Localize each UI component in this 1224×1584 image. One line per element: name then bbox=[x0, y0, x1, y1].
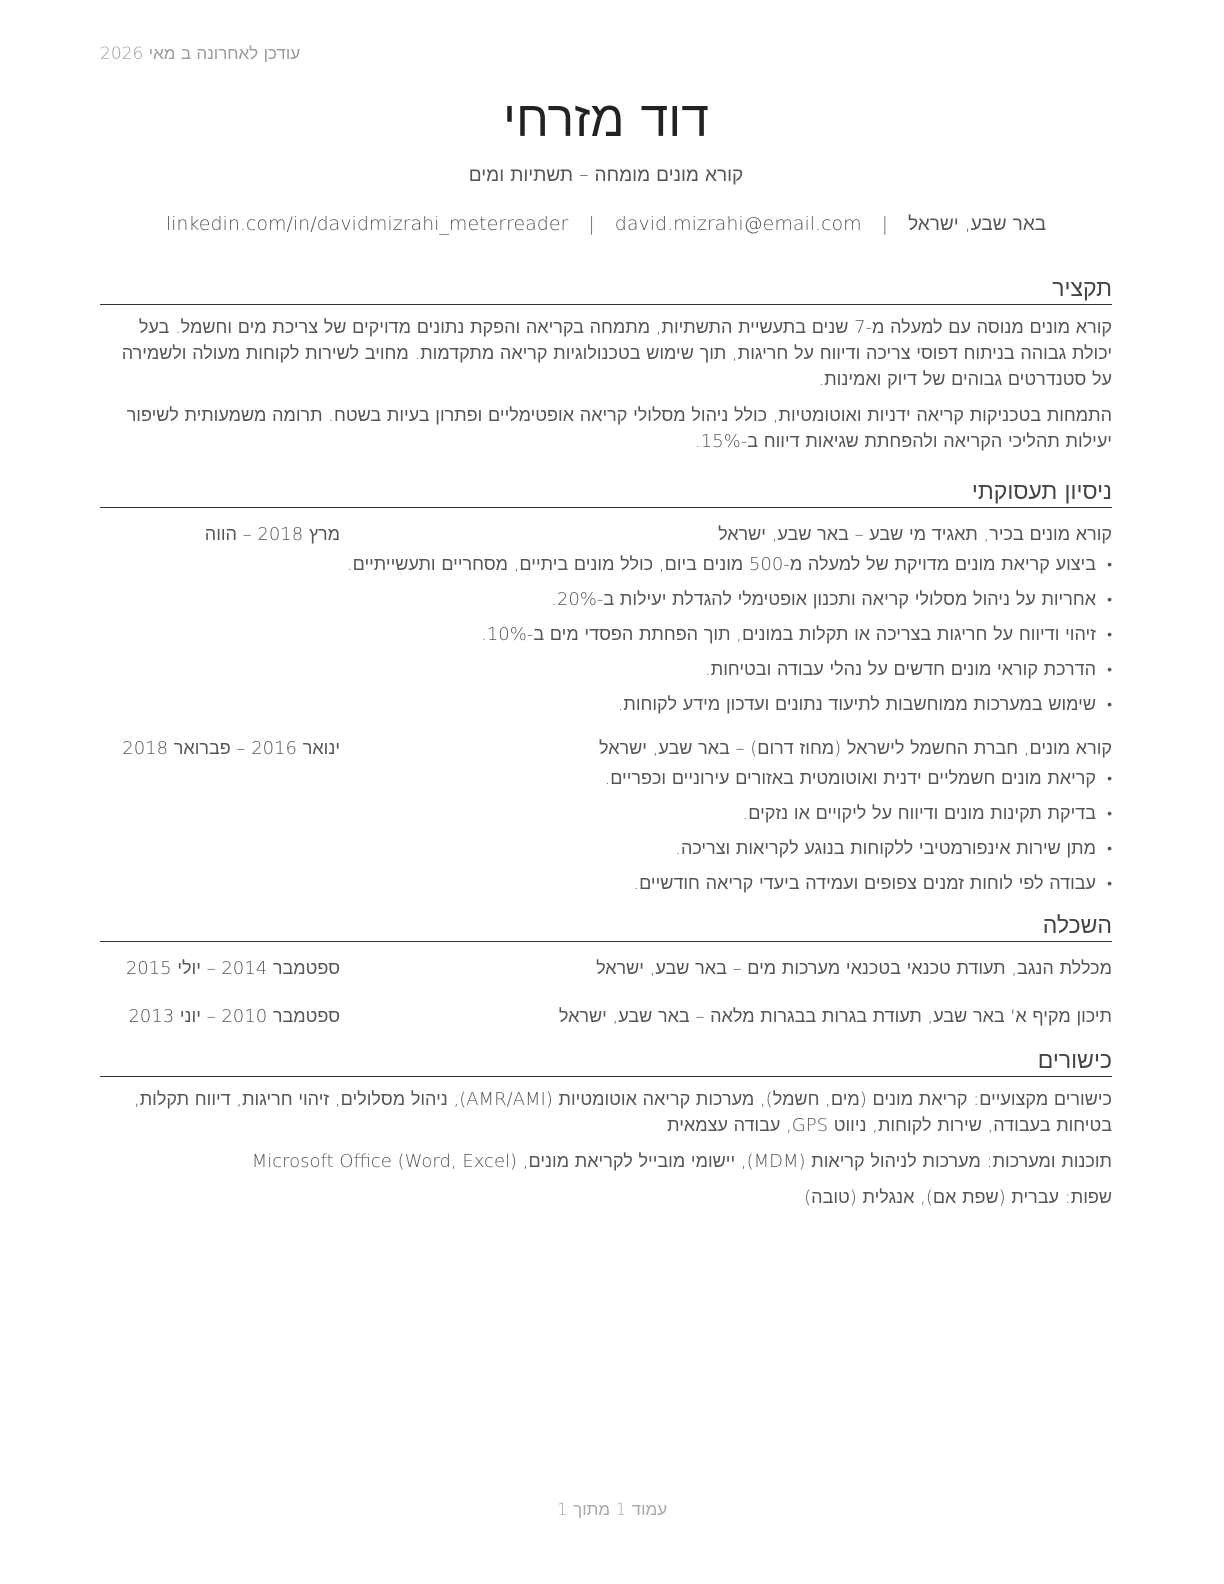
skills-line: תוכנות ומערכות: מערכות לניהול קריאות (MDM), יישומי מובייל לקריאת מונים, Microsoft Office (Word, Excel) bbox=[251, 1151, 1112, 1172]
education-school: מכללת הנגב, תעודת טכנאי בטכנאי מערכות מים – באר שבע, ישראל bbox=[596, 958, 1112, 979]
resume-body bbox=[100, 82, 1112, 1211]
list-item: • בדיקת תקינות מונים ודיווח על ליקויים או נזקים. bbox=[100, 801, 1112, 827]
section-title-experience: ניסיון תעסוקתי bbox=[100, 477, 1112, 508]
education-dates: ספטמבר 2014 – יולי 2015 bbox=[125, 958, 340, 979]
job-role: קורא מונים, חברת החשמל לישראל (מחוז דרום) – באר שבע, ישראל bbox=[599, 738, 1112, 759]
contact-line bbox=[100, 213, 1112, 236]
education-school: תיכון מקיף א' באר שבע, תעודת בגרות בבגרות מלאה – באר שבע, ישראל bbox=[558, 1006, 1112, 1027]
list-item: • עבודה לפי לוחות זמנים צפופים ועמידה ביעדי קריאה חודשיים. bbox=[100, 871, 1112, 897]
job-bullets bbox=[100, 552, 1112, 718]
skills-line: כישורים מקצועיים: קריאת מונים (מים, חשמל), מערכות קריאה אוטומטיות (AMR/AMI), ניהול מסלולים, זיהוי חריגות, דיווח תקלות, בטיחות בעבודה, שירות לקוחות, ניווט GPS, עבודה עצמאית bbox=[134, 1089, 1112, 1136]
job-bullets bbox=[100, 766, 1112, 897]
last-updated-note: עודכן לאחרונה ב מאי 2026 bbox=[100, 44, 301, 64]
skills-line: שפות: עברית (שפת אם), אנגלית (טובה) bbox=[804, 1187, 1112, 1208]
list-item: • הדרכת קוראי מונים חדשים על נהלי עבודה ובטיחות. bbox=[100, 657, 1112, 683]
contact-separator: | bbox=[881, 213, 889, 235]
contact-separator: | bbox=[588, 213, 595, 235]
education-entry bbox=[100, 1004, 1112, 1030]
job-entry bbox=[100, 522, 1112, 718]
page-title: דוד מזרחי bbox=[503, 90, 709, 148]
list-item: • ביצוע קריאת מונים מדויקת של למעלה מ-500 מונים ביום, כולל מונים ביתיים, מסחריים ותעשייתיים. bbox=[100, 552, 1112, 578]
education-entry bbox=[100, 956, 1112, 982]
job-role: קורא מונים בכיר, תאגיד מי שבע – באר שבע, ישראל bbox=[718, 524, 1112, 545]
list-item: • קריאת מונים חשמליים ידנית ואוטומטית באזורים עירוניים וכפריים. bbox=[100, 766, 1112, 792]
summary-paragraph: התמחות בטכניקות קריאה ידניות ואוטומטיות, כולל ניהול מסלולי קריאה אופטימליים ופתרון בעיות בשטח. תרומה משמעותית לשיפור יעילות תהליכי הקריאה ולהפחתת שגיאות דיווח ב-15%. bbox=[126, 405, 1112, 452]
contact-location: באר שבע, ישראל bbox=[908, 213, 1047, 235]
job-dates: מרץ 2018 – הווה bbox=[204, 524, 340, 545]
list-item: • זיהוי ודיווח על חריגות בצריכה או תקלות במונים, תוך הפחתת הפסדי מים ב-10%. bbox=[100, 622, 1112, 648]
summary-paragraph: קורא מונים מנוסה עם למעלה מ-7 שנים בתעשיית התשתיות, מתמחה בקריאה והפקת נתונים מדויקים של צריכת מים וחשמל. בעל יכולת גבוהה בניתוח דפוסי צריכה ודיווח על חריגות, תוך שימוש בטכנולוגיות קריאה מתקדמות. מחויב לשירות לקוחות מעולה ולשמירה על סטנדרטים גבוהים של דיוק ואמינות. bbox=[121, 317, 1112, 390]
section-title-skills: כישורים bbox=[100, 1046, 1112, 1077]
job-subtitle: קורא מונים מומחה – תשתיות ומים bbox=[468, 164, 744, 186]
job-entry bbox=[100, 736, 1112, 897]
job-dates: ינואר 2016 – פברואר 2018 bbox=[122, 738, 340, 759]
contact-linkedin[interactable]: linkedin.com/in/davidmizrahi_meterreader bbox=[165, 213, 569, 235]
contact-email[interactable]: david.mizrahi@email.com bbox=[614, 213, 862, 235]
list-item: • שימוש במערכות ממוחשבות לתיעוד נתונים ועדכון מידע לקוחות. bbox=[100, 692, 1112, 718]
section-title-education: השכלה bbox=[100, 911, 1112, 942]
education-dates: ספטמבר 2010 – יוני 2013 bbox=[128, 1006, 340, 1027]
list-item: • אחריות על ניהול מסלולי קריאה ותכנון אופטימלי להגדלת יעילות ב-20%. bbox=[100, 587, 1112, 613]
list-item: • מתן שירות אינפורמטיבי ללקוחות בנוגע לקריאות וצריכה. bbox=[100, 836, 1112, 862]
section-title-summary: תקציר bbox=[100, 274, 1112, 305]
page-number: עמוד 1 מתוך 1 bbox=[556, 1500, 668, 1520]
